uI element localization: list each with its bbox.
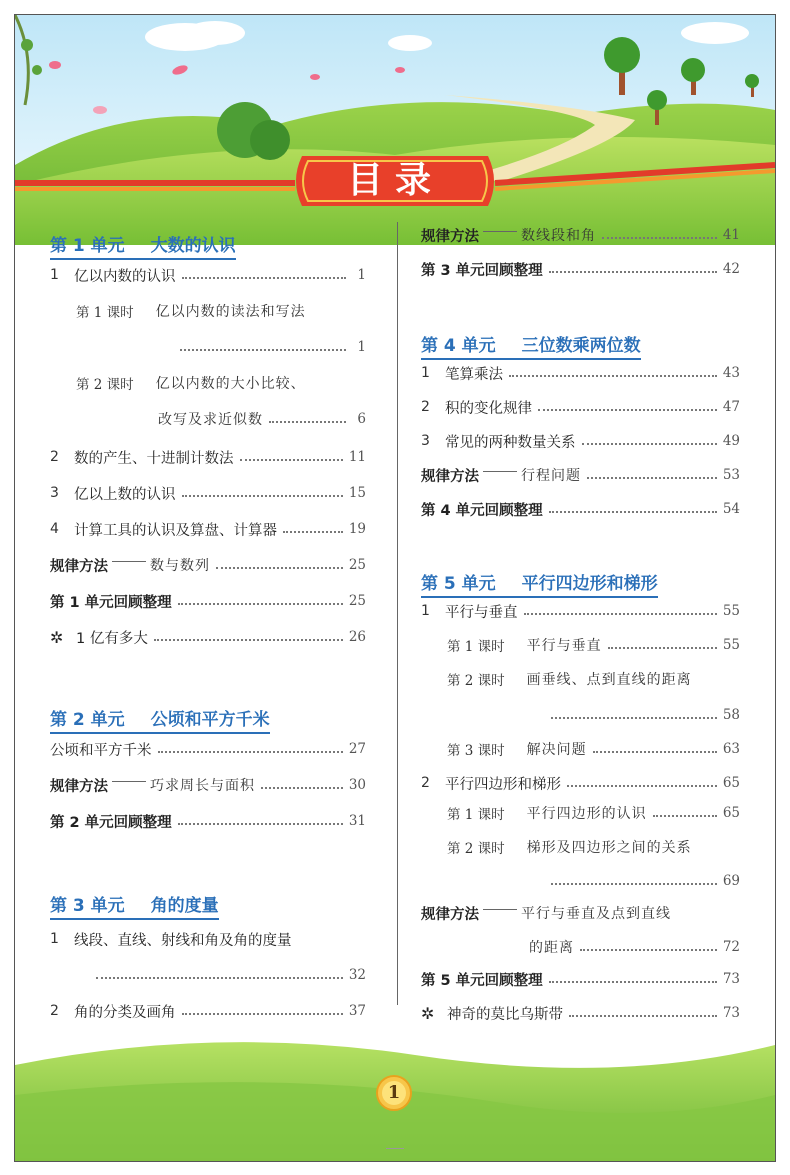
- toc-entry: [421, 1000, 740, 1026]
- entry-number: 1: [50, 931, 59, 947]
- page-ref: 37: [348, 1003, 366, 1019]
- method-label: 规律方法: [421, 228, 479, 245]
- unit-number: 第 3 单元: [50, 896, 125, 916]
- dot-leader: [551, 883, 717, 885]
- lesson-label: 第 1 课时: [447, 807, 505, 823]
- entry-title: 笔算乘法: [445, 366, 503, 383]
- entry-number: 2: [50, 1003, 59, 1019]
- method-label: 规律方法: [50, 558, 108, 575]
- dot-leader: [587, 477, 717, 479]
- page-ref: 6: [357, 411, 366, 427]
- toc-entry: [421, 770, 740, 796]
- unit-name: 三位数乘两位数: [521, 336, 641, 356]
- page-ref: 1: [357, 267, 366, 283]
- method-title: 平行与垂直及点到直线: [521, 906, 671, 922]
- dot-leader: [551, 717, 717, 719]
- lesson-title: 梯形及四边形之间的关系: [526, 840, 692, 856]
- toc-entry: [421, 598, 740, 624]
- lesson-title: 解决问题: [526, 742, 587, 758]
- dash-line: [483, 231, 517, 232]
- page-ref: 42: [722, 261, 740, 277]
- dot-leader: [240, 459, 343, 461]
- toc-entry: [421, 900, 740, 926]
- page-ref: 26: [348, 629, 366, 645]
- toc-entry: [447, 632, 740, 658]
- unit-heading: [421, 326, 641, 360]
- toc-entry: [50, 926, 366, 952]
- dot-leader: [283, 531, 343, 533]
- page-ref: 73: [722, 971, 740, 987]
- toc-entry: [76, 370, 366, 396]
- review-title: 第 5 单元回顾整理: [421, 972, 543, 989]
- dash-line: [483, 909, 517, 910]
- page-ref: 63: [722, 741, 740, 757]
- toc-entry: [158, 406, 366, 432]
- page-ref: 25: [348, 593, 366, 609]
- dot-leader: [182, 1013, 343, 1015]
- star-icon: ✲: [50, 627, 64, 647]
- footer-mark: [386, 1148, 404, 1149]
- page-ref: 55: [722, 637, 740, 653]
- toc-entry: [421, 966, 740, 992]
- page-ref: 54: [722, 501, 740, 517]
- page-ref: 65: [722, 805, 740, 821]
- entry-number: 2: [421, 775, 430, 791]
- review-title: 第 4 单元回顾整理: [421, 502, 543, 519]
- page-ref: 47: [722, 399, 740, 415]
- dot-leader: [608, 647, 717, 649]
- dot-leader: [580, 949, 717, 951]
- page-ref: 11: [348, 449, 366, 465]
- toc-entry: [174, 334, 366, 360]
- page-ref: 73: [722, 1005, 740, 1021]
- dot-leader: [549, 271, 717, 273]
- dot-leader: [653, 815, 717, 817]
- lesson-label: 第 1 课时: [447, 639, 505, 655]
- toc-entry: [421, 496, 740, 522]
- page-title: 目录: [346, 160, 443, 201]
- toc-entry: [50, 808, 366, 834]
- review-title: 第 1 单元回顾整理: [50, 594, 172, 611]
- toc-entry: [421, 428, 740, 454]
- lesson-title: 亿以内数的读法和写法: [155, 304, 306, 320]
- entry-title: 亿以内数的认识: [74, 268, 176, 285]
- toc-entry: [50, 480, 366, 506]
- toc-entry: [421, 222, 740, 248]
- page-ref: 27: [348, 741, 366, 757]
- unit-heading: [50, 700, 270, 734]
- toc-entry: [421, 462, 740, 488]
- toc-entry: [50, 516, 366, 542]
- dot-leader: [158, 751, 343, 753]
- toc-entry: [50, 444, 366, 470]
- page-ref: 69: [722, 873, 740, 889]
- review-title: 第 2 单元回顾整理: [50, 814, 172, 831]
- dot-leader: [593, 751, 717, 753]
- page-ref: 53: [722, 467, 740, 483]
- toc-entry: [50, 772, 366, 798]
- toc-entry: [76, 298, 366, 324]
- dot-leader: [582, 443, 717, 445]
- lesson-label: 第 2 课时: [447, 841, 505, 857]
- dot-leader: [261, 787, 343, 789]
- entry-number: 4: [50, 521, 59, 537]
- entry-title: 公顷和平方千米: [50, 742, 152, 759]
- page-number: 1: [387, 1082, 401, 1103]
- lesson-label: 第 3 课时: [447, 743, 505, 759]
- review-title: 第 3 单元回顾整理: [421, 262, 543, 279]
- dot-leader: [549, 511, 717, 513]
- page-ref: 55: [722, 603, 740, 619]
- entry-title: 积的变化规律: [445, 400, 532, 417]
- method-title: 巧求周长与面积: [150, 778, 255, 794]
- lesson-label: 第 2 课时: [447, 673, 505, 689]
- dot-leader: [509, 375, 717, 377]
- dot-leader: [538, 409, 717, 411]
- entry-title: 常见的两种数量关系: [445, 434, 576, 451]
- entry-title: 亿以上数的认识: [74, 486, 176, 503]
- entry-number: 1: [421, 603, 430, 619]
- entry-title-continued: 改写及求近似数: [158, 412, 263, 428]
- entry-title: 角的分类及画角: [74, 1004, 176, 1021]
- method-label: 规律方法: [421, 906, 479, 923]
- page-ref: 15: [348, 485, 366, 501]
- dash-line: [483, 471, 517, 472]
- toc-entry: [421, 394, 740, 420]
- toc-entry: [545, 868, 740, 894]
- dot-leader: [154, 639, 343, 641]
- entry-number: 1: [50, 267, 59, 283]
- page-ref: 1: [357, 339, 366, 355]
- unit-heading: [50, 886, 219, 920]
- dot-leader: [549, 981, 717, 983]
- dot-leader: [182, 495, 343, 497]
- lesson-title: 平行与垂直: [526, 638, 602, 654]
- entry-title: 计算工具的认识及算盘、计算器: [74, 522, 277, 539]
- lesson-title: 平行四边形的认识: [526, 806, 647, 822]
- entry-title: 平行与垂直: [445, 604, 518, 621]
- unit-name: 大数的认识: [150, 236, 236, 256]
- dot-leader: [182, 277, 347, 279]
- dot-leader: [602, 237, 717, 239]
- entry-title: 神奇的莫比乌斯带: [447, 1006, 563, 1023]
- entry-title: 数的产生、十进制计数法: [74, 450, 234, 467]
- star-icon: ✲: [421, 1003, 435, 1023]
- toc-entry: [447, 736, 740, 762]
- unit-name: 平行四边形和梯形: [521, 574, 658, 594]
- unit-number: 第 2 单元: [50, 710, 125, 730]
- entry-number: 3: [421, 433, 430, 449]
- toc-entry: [545, 702, 740, 728]
- toc-entry: [50, 588, 366, 614]
- toc-entry: [50, 624, 366, 650]
- method-label: 规律方法: [421, 468, 479, 485]
- unit-name: 公顷和平方千米: [150, 710, 270, 730]
- dot-leader: [216, 567, 343, 569]
- lesson-title: 画垂线、点到直线的距离: [526, 672, 692, 688]
- method-title: 行程问题: [521, 468, 581, 484]
- method-title: 数线段和角: [521, 228, 596, 244]
- entry-number: 1: [421, 365, 430, 381]
- page-ref: 30: [348, 777, 366, 793]
- page-ref: 65: [722, 775, 740, 791]
- toc-entry: [421, 360, 740, 386]
- entry-number: 2: [50, 449, 59, 465]
- unit-number: 第 4 单元: [421, 336, 496, 356]
- method-title: 数与数列: [150, 558, 210, 574]
- toc-entry: [90, 962, 366, 988]
- dot-leader: [178, 823, 343, 825]
- toc-entry: [50, 736, 366, 762]
- lesson-label: 第 2 课时: [76, 377, 134, 393]
- toc-entry: [50, 552, 366, 578]
- dot-leader: [569, 1015, 717, 1017]
- toc-entry: [50, 262, 366, 288]
- entry-title: 线段、直线、射线和角及角的度量: [74, 932, 292, 949]
- unit-name: 角的度量: [150, 896, 219, 916]
- unit-number: 第 5 单元: [421, 574, 496, 594]
- dot-leader: [269, 421, 346, 423]
- unit-number: 第 1 单元: [50, 236, 125, 256]
- dot-leader: [180, 349, 346, 351]
- page-ref: 32: [348, 967, 366, 983]
- method-label: 规律方法: [50, 778, 108, 795]
- page-ref: 58: [722, 707, 740, 723]
- toc-entry: [447, 800, 740, 826]
- page-ref: 43: [722, 365, 740, 381]
- page-ref: 31: [348, 813, 366, 829]
- page-ref: 49: [722, 433, 740, 449]
- dot-leader: [96, 977, 343, 979]
- toc-entry: [447, 834, 740, 860]
- page-ref: 25: [348, 557, 366, 573]
- lesson-title: 亿以内数的大小比较、: [155, 376, 306, 392]
- entry-number: 2: [421, 399, 430, 415]
- page-ref: 72: [722, 939, 740, 955]
- unit-heading: [421, 564, 658, 598]
- lesson-label: 第 1 课时: [76, 305, 134, 321]
- entry-title: 1 亿有多大: [76, 630, 148, 647]
- entry-title-continued: 的距离: [529, 940, 574, 956]
- toc-entry: [447, 666, 740, 692]
- unit-heading: [50, 226, 236, 260]
- dash-line: [112, 561, 146, 562]
- entry-number: 3: [50, 485, 59, 501]
- dash-line: [112, 781, 146, 782]
- toc-entry: [50, 998, 366, 1024]
- entry-title: 平行四边形和梯形: [445, 776, 561, 793]
- dot-leader: [178, 603, 343, 605]
- toc-entry: [529, 934, 740, 960]
- page-ref: 19: [348, 521, 366, 537]
- toc-entry: [421, 256, 740, 282]
- column-divider: [397, 222, 398, 1005]
- dot-leader: [524, 613, 717, 615]
- dot-leader: [567, 785, 717, 787]
- page-ref: 41: [722, 227, 740, 243]
